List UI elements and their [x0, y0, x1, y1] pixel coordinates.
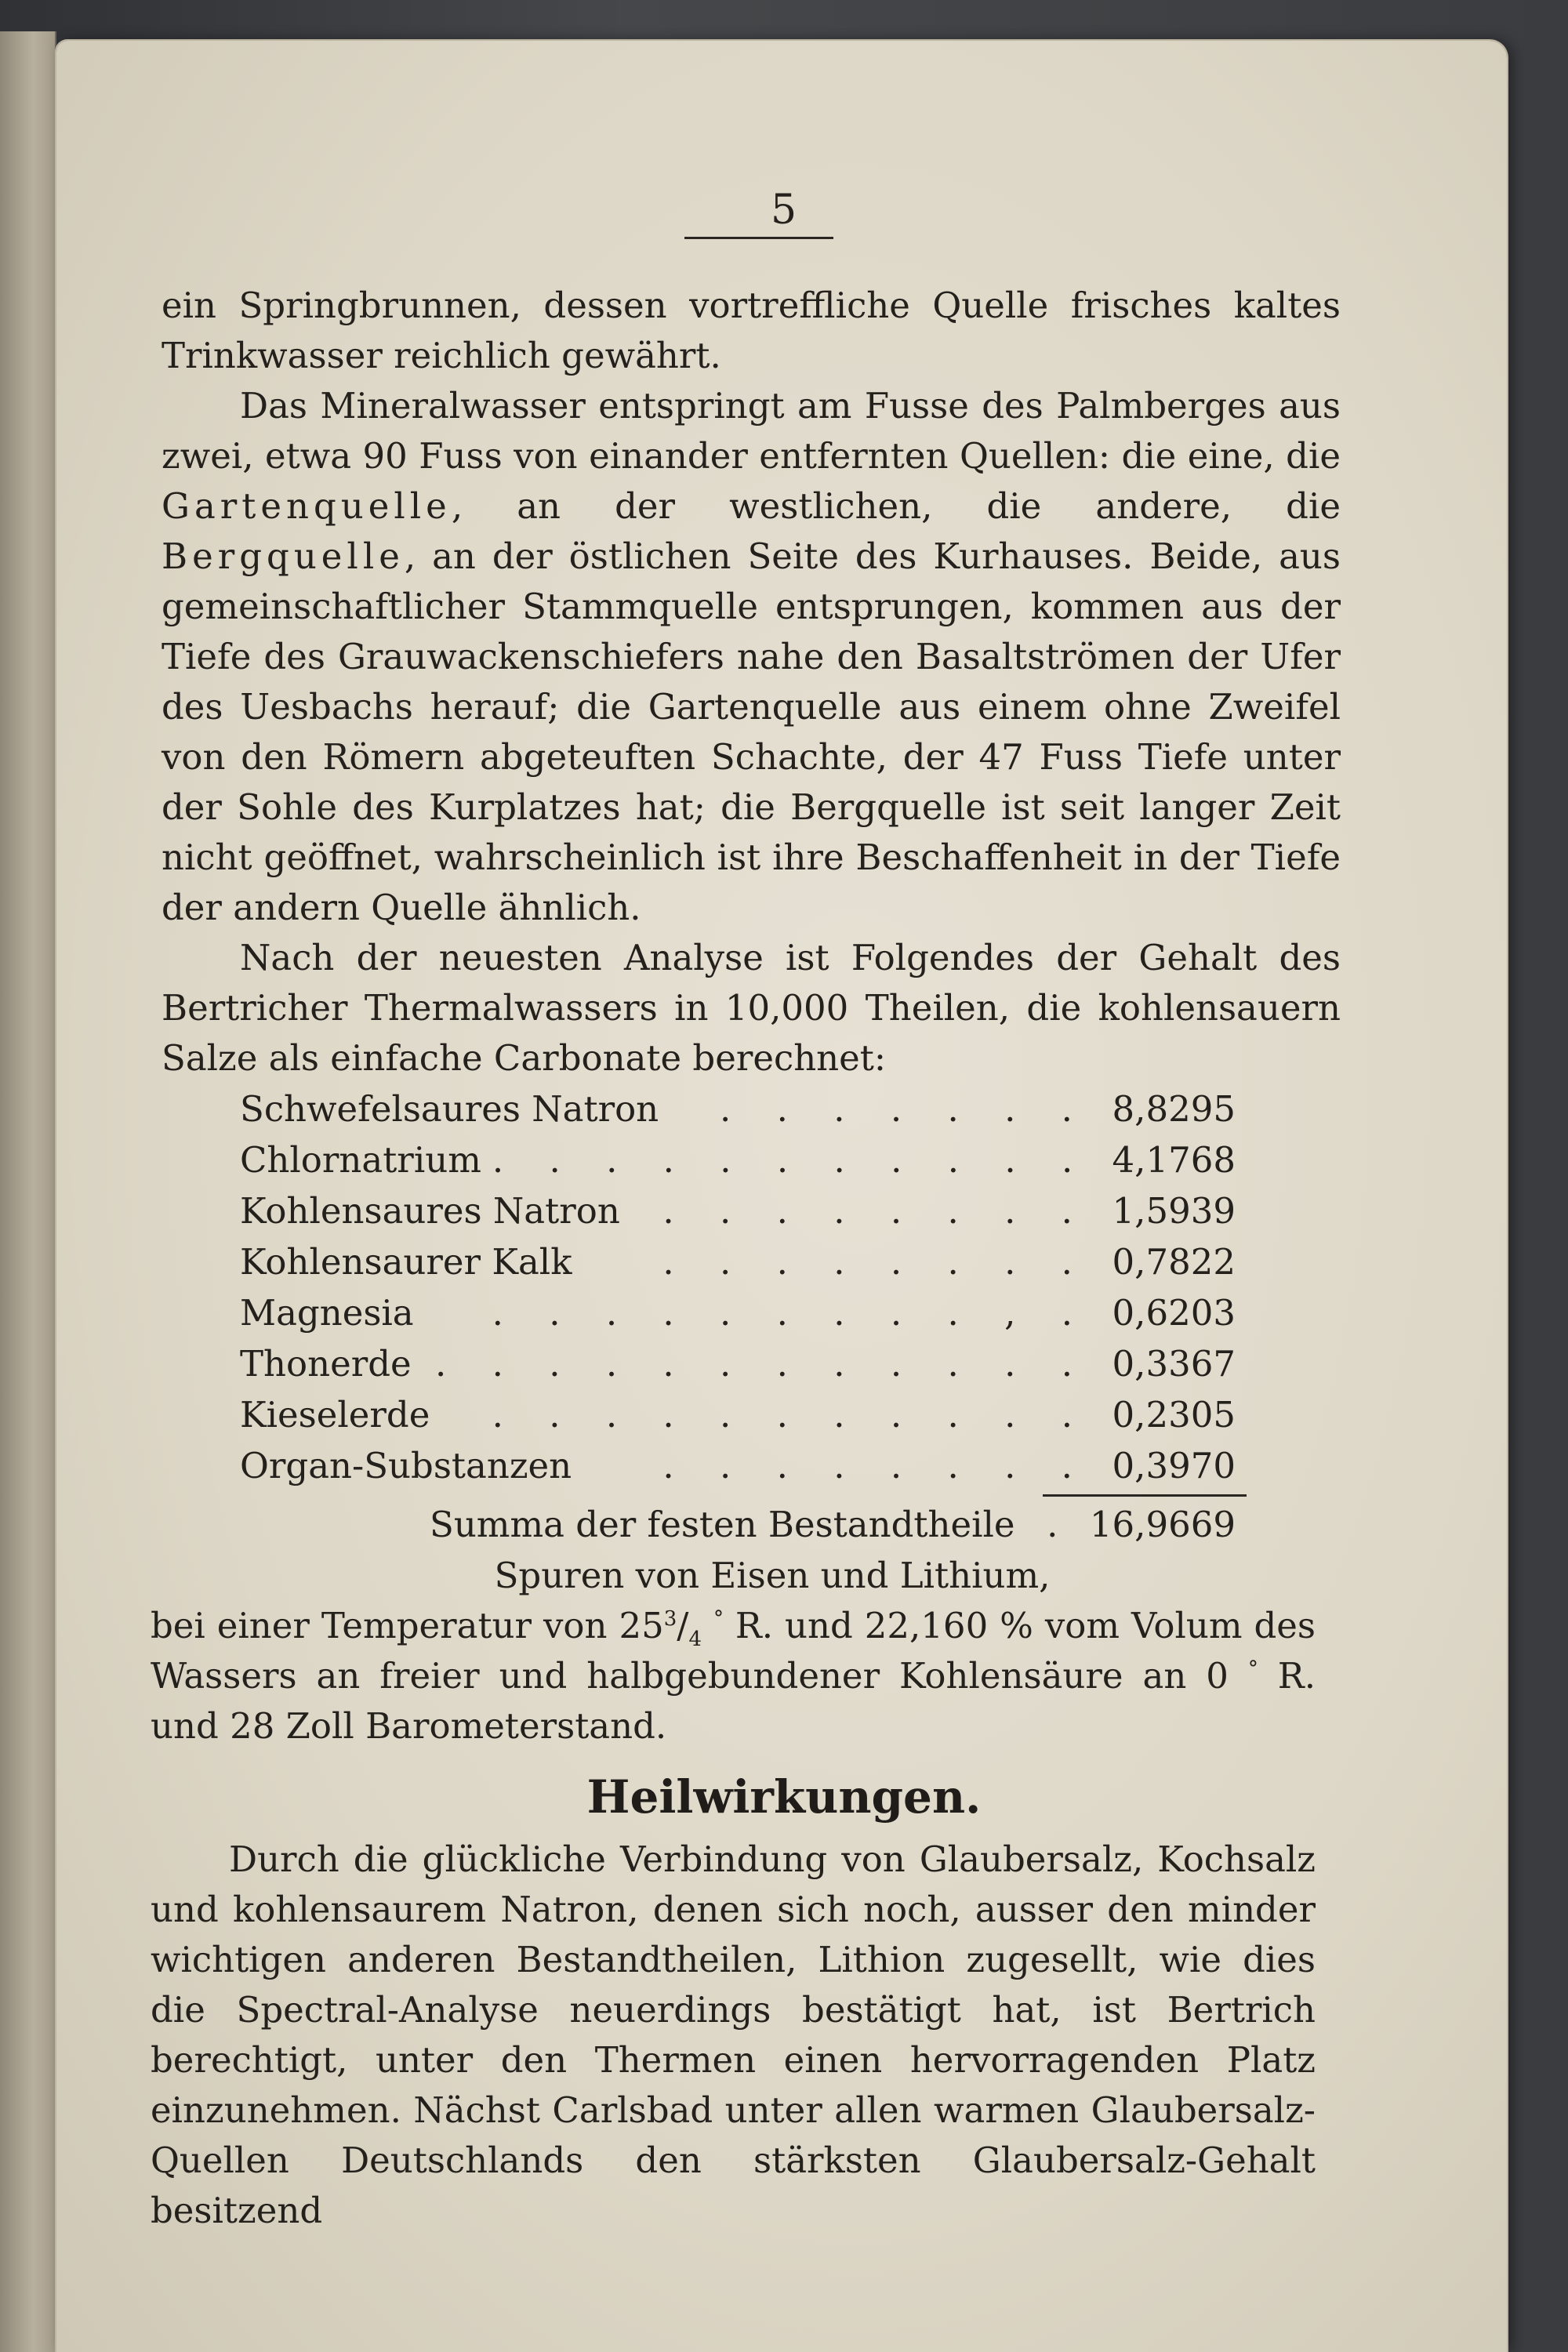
substance-value: 0,2305: [1112, 1394, 1236, 1436]
table-row: [240, 1287, 1236, 1338]
left-page-edge: [0, 31, 56, 2352]
substance-name: Organ-Substanzen: [240, 1445, 572, 1486]
paragraph-text: R. und 28 Zoll Barometerstand.: [151, 1655, 1316, 1747]
fraction-denominator: 4: [688, 1628, 702, 1651]
paragraph-springbrunnen: ein Springbrunnen, dessen vortreffliche Quelle frisches kaltes Trinkwasser reichlich gewährt.: [162, 285, 1341, 376]
paragraph-heilwirkungen: Durch die glückliche Verbindung von Glaubersalz, Kochsalz und kohlensaurem Natron, denen sich noch, ausser den minder wichtigen anderen Bestandtheilen, Lithion zugesellt, wie dies die Spectral-Analyse neuerdings bestätigt hat, ist Bertrich berechtigt, unter den Thermen einen hervorragenden Platz einzunehmen. Nächst Carlsbad unter allen warmen Glaubersalz-Quellen Deutschlands den stärksten Glaubersalz-Gehalt besitzend: [151, 1838, 1316, 2231]
leader-dots: . . . . . . . .: [662, 1445, 1090, 1486]
leader-dots: . . . . . . . .: [662, 1190, 1090, 1232]
sum-value: 16,9669: [1089, 1504, 1236, 1545]
paragraph-text: Das Mineralwasser entspringt am Fusse des Palmberges aus zwei, etwa 90 Fuss von einander entfernten Quellen: die eine, die: [162, 385, 1341, 477]
leader-dots: . . . . . . . . . . . .: [435, 1343, 1090, 1385]
text-block-heilwirkungen: [151, 1835, 1316, 2236]
sum-dot: .: [1047, 1504, 1058, 1545]
traces-line: Spuren von Eisen und Lithium,: [494, 1555, 1051, 1596]
sum-row: [430, 1499, 1236, 1550]
substance-value: 1,5939: [1112, 1190, 1236, 1232]
leader-dots: . . . . . . .: [720, 1088, 1090, 1130]
fraction-numerator: 3: [663, 1607, 677, 1631]
leader-dots: . . . . . . . .: [662, 1241, 1090, 1283]
analysis-table: [240, 1083, 1236, 1491]
text-block-top: [162, 281, 1341, 1083]
table-row: [240, 1185, 1236, 1236]
leader-dots: . . . . . . . . . . .: [492, 1394, 1090, 1436]
sum-rule: [1043, 1494, 1247, 1497]
table-row: [240, 1440, 1236, 1491]
leader-dots: . . . . . . . . . . .: [492, 1139, 1090, 1181]
substance-value: 0,6203: [1112, 1292, 1236, 1334]
paragraph-text: , an der westlichen, die andere, die: [451, 485, 1341, 527]
substance-value: 4,1768: [1112, 1139, 1236, 1181]
substance-name: Kohlensaures Natron: [240, 1190, 620, 1232]
substance-value: 8,8295: [1112, 1088, 1236, 1130]
fraction-slash: /: [677, 1605, 689, 1646]
sum-label: Summa der festen Bestandtheile: [430, 1504, 1015, 1545]
paragraph-temperature: [151, 1601, 1316, 1751]
substance-name: Schwefelsaures Natron: [240, 1088, 659, 1130]
paragraph-text: , an der östlichen Seite des Kurhauses. Beide, aus gemeinschaftlicher Stammquelle entsprungen, kommen aus der Tiefe des Grauwackenschiefers nahe den Basaltströmen der Ufer des Uesbachs herauf; die Gartenquelle aus einem ohne Zweifel von den Römern abgeteuften Schachte, der 47 Fuss Tiefe unter der Sohle des Kurplatzes hat; die Bergquelle ist seit langer Zeit nicht geöffnet, wahrscheinlich ist ihre Beschaffenheit in der Tiefe der andern Quelle ähnlich.: [162, 535, 1341, 928]
table-row: [240, 1389, 1236, 1440]
leader-dots: . . . . . . . . . , .: [492, 1292, 1090, 1334]
substance-name: Kohlensaurer Kalk: [240, 1241, 572, 1283]
substance-value: 0,3970: [1112, 1445, 1236, 1486]
paragraph-mineralwasser: [162, 381, 1341, 933]
substance-name: Kieselerde: [240, 1394, 430, 1436]
paragraph-text: bei einer Temperatur von 25: [151, 1605, 664, 1646]
degree-symbol: °: [1247, 1657, 1258, 1681]
table-row: [240, 1236, 1236, 1287]
text-block-temperature: [151, 1601, 1316, 1751]
substance-value: 0,3367: [1112, 1343, 1236, 1385]
substance-value: 0,7822: [1112, 1241, 1236, 1283]
term-gartenquelle: Gartenquelle: [162, 485, 452, 527]
substance-name: Thonerde: [240, 1343, 412, 1385]
page-number: 5: [770, 187, 798, 234]
paragraph-analyse: Nach der neuesten Analyse ist Folgendes der Gehalt des Bertricher Thermalwassers in 10,000 Theilen, die kohlensauern Salze als einfache Carbonate berechnet:: [162, 937, 1341, 1079]
section-heading: Heilwirkungen.: [586, 1770, 982, 1824]
table-row: [240, 1134, 1236, 1185]
percent-symbol: %: [1000, 1605, 1033, 1646]
page-number-rule: [684, 237, 833, 239]
substance-name: Magnesia: [240, 1292, 414, 1334]
table-row: [240, 1338, 1236, 1389]
term-bergquelle: Bergquelle: [162, 535, 405, 577]
paragraph-text: vom Volum des Wassers an freier und halbgebundener Kohlensäure an 0: [151, 1605, 1316, 1697]
degree-symbol: °: [713, 1607, 724, 1631]
paragraph-text: R. und 22,160: [723, 1605, 1000, 1646]
substance-name: Chlornatrium: [240, 1139, 481, 1181]
table-row: [240, 1083, 1236, 1134]
